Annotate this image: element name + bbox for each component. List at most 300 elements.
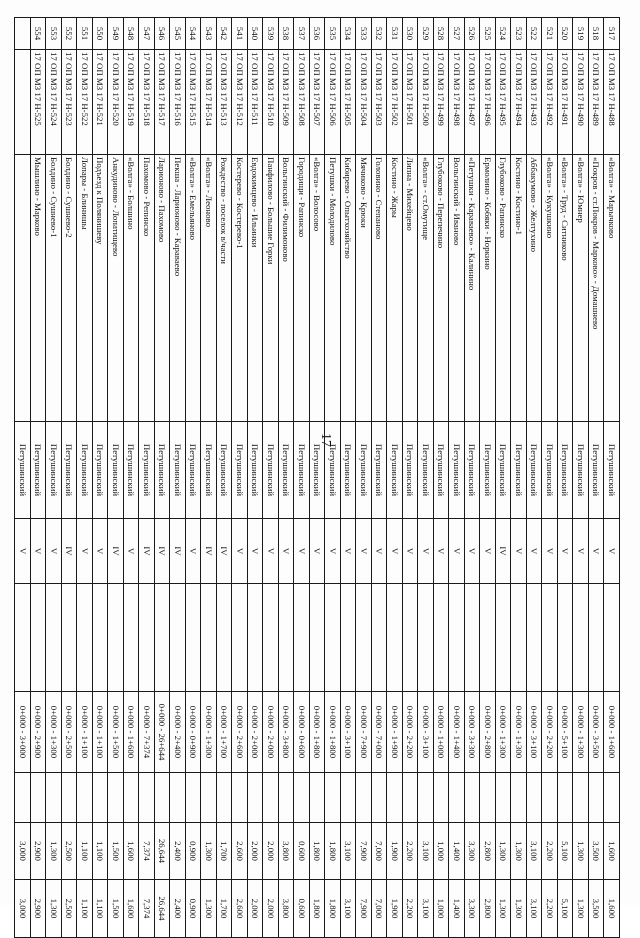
table-row	[217, 18, 233, 938]
empty-cell	[93, 773, 109, 823]
empty-cell	[387, 773, 403, 823]
empty-cell	[170, 773, 186, 823]
category-cell: IV	[155, 519, 171, 584]
category-cell: V	[46, 519, 62, 584]
row-number-cell: 540	[248, 18, 264, 50]
road-name-cell: Панфилово - Большие Горки	[263, 155, 279, 422]
km-range-cell: 0+000 - 3+100	[341, 692, 357, 773]
table-row	[496, 18, 512, 938]
empty-cell	[31, 773, 47, 823]
district-cell: Петушинский	[62, 422, 78, 519]
empty-cell	[77, 773, 93, 823]
empty-cell	[108, 773, 124, 823]
km-range-cell: 0+000 - 26+644	[155, 692, 171, 773]
empty-cell	[232, 773, 248, 823]
category-cell: V	[465, 519, 481, 584]
district-cell: Петушинский	[294, 422, 310, 519]
district-cell: Петушинский	[108, 422, 124, 519]
total-length-cell: 1,800	[325, 880, 341, 938]
district-cell: Петушинский	[263, 422, 279, 519]
empty-cell	[93, 584, 109, 692]
road-name-cell: «Покров - ст.Покров - Марково» - Домашнево	[589, 155, 605, 422]
district-cell: Петушинский	[449, 422, 465, 519]
row-number-cell: 524	[496, 18, 512, 50]
empty-cell	[434, 584, 450, 692]
total-length-cell: 1,300	[573, 880, 589, 938]
km-range-cell: 0+000 - 1+100	[77, 692, 93, 773]
km-range-cell: 0+000 - 2+200	[403, 692, 419, 773]
row-number-cell: 526	[465, 18, 481, 50]
empty-cell	[573, 773, 589, 823]
total-length-cell: 3,100	[527, 880, 543, 938]
road-name-cell: Анкудиново - Лопатищево	[108, 155, 124, 422]
km-range-cell: 0+000 - 7+000	[372, 692, 388, 773]
km-range-cell: 0+000 - 2+200	[542, 692, 558, 773]
empty-cell	[124, 584, 140, 692]
road-id-cell: 17 ОП МЗ 17 Н-504	[356, 50, 372, 155]
km-range-cell: 0+000 - 2+800	[480, 692, 496, 773]
district-cell: Петушинский	[201, 422, 217, 519]
road-name-cell: «Волга» - Юмнер	[573, 155, 589, 422]
total-length-cell: 1,300	[46, 880, 62, 938]
empty-cell	[496, 584, 512, 692]
road-name-cell: Болдино - Сушнево-1	[46, 155, 62, 422]
table-row	[46, 18, 62, 938]
length-cell: 3,100	[418, 823, 434, 880]
road-id-cell: 17 ОП МЗ 17 Н-507	[310, 50, 326, 155]
length-cell: 26,644	[155, 823, 171, 880]
table-row	[155, 18, 171, 938]
km-range-cell: 0+000 - 0+900	[186, 692, 202, 773]
table-row	[480, 18, 496, 938]
district-cell: Петушинский	[465, 422, 481, 519]
total-length-cell: 3,100	[341, 880, 357, 938]
road-id-cell: 17 ОП МЗ 17 Н-512	[232, 50, 248, 155]
length-cell: 0,900	[186, 823, 202, 880]
empty-cell	[465, 584, 481, 692]
total-length-cell: 1,500	[108, 880, 124, 938]
category-cell: V	[77, 519, 93, 584]
row-number-cell: 536	[310, 18, 326, 50]
length-cell: 1,800	[325, 823, 341, 880]
empty-cell	[325, 584, 341, 692]
category-cell: IV	[496, 519, 512, 584]
road-name-cell: «Волга» - Труд - Ситниково	[558, 155, 574, 422]
length-cell: 3,800	[279, 823, 295, 880]
district-cell: Петушинский	[542, 422, 558, 519]
table-row	[263, 18, 279, 938]
table-row	[434, 18, 450, 938]
table-row	[372, 18, 388, 938]
km-range-cell: 0+000 - 1+300	[511, 692, 527, 773]
km-range-cell: 0+000 - 2+600	[232, 692, 248, 773]
row-number-cell: 533	[356, 18, 372, 50]
length-cell: 3,300	[465, 823, 481, 880]
empty-cell	[527, 584, 543, 692]
length-cell: 1,300	[511, 823, 527, 880]
km-range-cell: 0+000 - 3+100	[418, 692, 434, 773]
empty-cell	[15, 773, 31, 823]
district-cell: Петушинский	[93, 422, 109, 519]
district-cell: Петушинский	[170, 422, 186, 519]
district-cell: Петушинский	[387, 422, 403, 519]
empty-cell	[310, 773, 326, 823]
category-cell: IV	[62, 519, 78, 584]
row-number-cell: 549	[108, 18, 124, 50]
empty-cell	[201, 773, 217, 823]
table-row	[232, 18, 248, 938]
length-cell: 1,300	[573, 823, 589, 880]
district-cell: Петушинский	[341, 422, 357, 519]
row-number-cell: 551	[77, 18, 93, 50]
category-cell: V	[480, 519, 496, 584]
category-cell: V	[372, 519, 388, 584]
category-cell: V	[294, 519, 310, 584]
category-cell: V	[186, 519, 202, 584]
row-number-cell: 517	[604, 18, 620, 50]
row-number-cell: 528	[434, 18, 450, 50]
km-range-cell: 0+000 - 0+600	[294, 692, 310, 773]
road-id-cell: 17 ОП МЗ 17 Н-491	[558, 50, 574, 155]
empty-cell	[542, 584, 558, 692]
row-number-cell: 554	[31, 18, 47, 50]
length-cell: 2,400	[170, 823, 186, 880]
district-cell: Петушинский	[589, 422, 605, 519]
length-cell: 7,374	[139, 823, 155, 880]
category-cell: V	[604, 519, 620, 584]
road-id-cell: 17 ОП МЗ 17 Н-500	[418, 50, 434, 155]
road-name-cell: Вольгинский - Филимоново	[279, 155, 295, 422]
category-cell: V	[31, 519, 47, 584]
empty-cell	[186, 773, 202, 823]
total-length-cell: 2,400	[170, 880, 186, 938]
km-range-cell: 0+000 - 1+800	[325, 692, 341, 773]
district-cell: Петушинский	[139, 422, 155, 519]
roads-table-wrapper	[18, 17, 620, 921]
empty-cell	[573, 584, 589, 692]
road-id-cell: 17 ОП МЗ 17 Н-521	[93, 50, 109, 155]
empty-cell	[341, 773, 357, 823]
row-number-cell	[15, 18, 31, 50]
district-cell: Петушинский	[604, 422, 620, 519]
length-cell: 2,200	[403, 823, 419, 880]
table-row	[356, 18, 372, 938]
category-cell: V	[325, 519, 341, 584]
length-cell: 1,000	[434, 823, 450, 880]
road-id-cell: 17 ОП МЗ 17 Н-495	[496, 50, 512, 155]
road-id-cell: 17 ОП МЗ 17 Н-515	[186, 50, 202, 155]
empty-cell	[604, 584, 620, 692]
row-number-cell: 548	[124, 18, 140, 50]
empty-cell	[310, 584, 326, 692]
length-cell: 0,600	[294, 823, 310, 880]
category-cell: V	[589, 519, 605, 584]
row-number-cell: 523	[511, 18, 527, 50]
length-cell: 3,500	[589, 823, 605, 880]
km-range-cell: 0+000 - 2+400	[170, 692, 186, 773]
road-name-cell: «Волга» - Марычково	[604, 155, 620, 422]
total-length-cell: 3,300	[465, 880, 481, 938]
table-row	[573, 18, 589, 938]
length-cell: 3,100	[341, 823, 357, 880]
km-range-cell: 0+000 - 3+800	[279, 692, 295, 773]
row-number-cell: 521	[542, 18, 558, 50]
empty-cell	[418, 773, 434, 823]
row-number-cell: 530	[403, 18, 419, 50]
district-cell: Петушинский	[325, 422, 341, 519]
district-cell: Петушинский	[279, 422, 295, 519]
road-id-cell: 17 ОП МЗ 17 Н-524	[46, 50, 62, 155]
table-row	[558, 18, 574, 938]
table-row	[325, 18, 341, 938]
empty-cell	[31, 584, 47, 692]
row-number-cell: 522	[527, 18, 543, 50]
empty-cell	[263, 773, 279, 823]
district-cell: Петушинский	[124, 422, 140, 519]
table-row	[248, 18, 264, 938]
empty-cell	[511, 773, 527, 823]
length-cell: 1,800	[310, 823, 326, 880]
district-cell: Петушинский	[31, 422, 47, 519]
road-id-cell: 17 ОП МЗ 17 Н-490	[573, 50, 589, 155]
district-cell: Петушинский	[418, 422, 434, 519]
road-name-cell: Аббакумово - Желтухино	[527, 155, 543, 422]
total-length-cell: 0,600	[294, 880, 310, 938]
table-row	[542, 18, 558, 938]
table-row	[589, 18, 605, 938]
table-row	[170, 18, 186, 938]
road-id-cell: 17 ОП МЗ 17 Н-519	[124, 50, 140, 155]
total-length-cell: 2,800	[480, 880, 496, 938]
road-name-cell: Кибирево - Опытхозяйство	[341, 155, 357, 422]
length-cell: 2,200	[542, 823, 558, 880]
row-number-cell: 541	[232, 18, 248, 50]
length-cell: 2,500	[62, 823, 78, 880]
row-number-cell: 543	[201, 18, 217, 50]
total-length-cell: 1,100	[93, 880, 109, 938]
district-cell: Петушинский	[403, 422, 419, 519]
road-id-cell: 17 ОП МЗ 17 Н-511	[248, 50, 264, 155]
road-name-cell: Пахомово - Репинско	[139, 155, 155, 422]
district-cell: Петушинский	[372, 422, 388, 519]
empty-cell	[418, 584, 434, 692]
road-id-cell: 17 ОП МЗ 17 Н-493	[527, 50, 543, 155]
road-id-cell: 17 ОП МЗ 17 Н-498	[449, 50, 465, 155]
empty-cell	[294, 584, 310, 692]
table-row	[527, 18, 543, 938]
empty-cell	[480, 773, 496, 823]
empty-cell	[124, 773, 140, 823]
row-number-cell: 537	[294, 18, 310, 50]
length-cell: 2,600	[232, 823, 248, 880]
km-range-cell: 0+000 - 1+900	[387, 692, 403, 773]
road-id-cell: 17 ОП МЗ 17 Н-499	[434, 50, 450, 155]
road-name-cell: Головино - Степаново	[372, 155, 388, 422]
length-cell: 1,600	[604, 823, 620, 880]
empty-cell	[139, 773, 155, 823]
category-cell: V	[434, 519, 450, 584]
table-row	[310, 18, 326, 938]
total-length-cell: 2,500	[62, 880, 78, 938]
table-row	[294, 18, 310, 938]
category-cell: IV	[217, 519, 233, 584]
total-length-cell: 2,000	[248, 880, 264, 938]
road-id-cell: 17 ОП МЗ 17 Н-520	[108, 50, 124, 155]
length-cell: 1,300	[201, 823, 217, 880]
km-range-cell: 0+000 - 1+500	[108, 692, 124, 773]
road-name-cell	[15, 155, 31, 422]
km-range-cell: 0+000 - 1+600	[604, 692, 620, 773]
road-id-cell: 17 ОП МЗ 17 Н-503	[372, 50, 388, 155]
length-cell: 1,700	[217, 823, 233, 880]
length-cell: 7,900	[356, 823, 372, 880]
empty-cell	[356, 773, 372, 823]
row-number-cell: 545	[170, 18, 186, 50]
km-range-cell: 0+000 - 1+300	[46, 692, 62, 773]
road-id-cell	[15, 50, 31, 155]
category-cell: IV	[170, 519, 186, 584]
length-cell: 1,900	[387, 823, 403, 880]
category-cell: V	[232, 519, 248, 584]
category-cell: V	[356, 519, 372, 584]
road-name-cell: Городищи - Рапинско	[294, 155, 310, 422]
road-name-cell: Рождество - поселок в/части	[217, 155, 233, 422]
row-number-cell: 542	[217, 18, 233, 50]
empty-cell	[77, 584, 93, 692]
empty-cell	[263, 584, 279, 692]
length-cell: 1,500	[108, 823, 124, 880]
row-number-cell: 550	[93, 18, 109, 50]
table-row	[418, 18, 434, 938]
row-number-cell: 547	[139, 18, 155, 50]
category-cell: V	[403, 519, 419, 584]
road-id-cell: 17 ОП МЗ 17 Н-516	[170, 50, 186, 155]
total-length-cell: 2,200	[403, 880, 419, 938]
road-name-cell: Липна - Михейцево	[403, 155, 419, 422]
total-length-cell: 1,700	[217, 880, 233, 938]
road-id-cell: 17 ОП МЗ 17 Н-522	[77, 50, 93, 155]
road-id-cell: 17 ОП МЗ 17 Н-497	[465, 50, 481, 155]
road-id-cell: 17 ОП МЗ 17 Н-501	[403, 50, 419, 155]
road-name-cell: Глубоково - Рапинско	[496, 155, 512, 422]
empty-cell	[62, 584, 78, 692]
empty-cell	[186, 584, 202, 692]
empty-cell	[201, 584, 217, 692]
category-cell: V	[124, 519, 140, 584]
district-cell: Петушинский	[15, 422, 31, 519]
row-number-cell: 532	[372, 18, 388, 50]
empty-cell	[465, 773, 481, 823]
table-row	[465, 18, 481, 938]
empty-cell	[294, 773, 310, 823]
row-number-cell: 546	[155, 18, 171, 50]
category-cell: V	[573, 519, 589, 584]
table-row	[77, 18, 93, 938]
total-length-cell: 26,644	[155, 880, 171, 938]
empty-cell	[403, 773, 419, 823]
total-length-cell: 7,374	[139, 880, 155, 938]
road-name-cell: «Волга» - Емельяново	[186, 155, 202, 422]
table-row	[124, 18, 140, 938]
total-length-cell: 1,100	[77, 880, 93, 938]
road-name-cell: «Волга» - ст.Омутище	[418, 155, 434, 422]
total-length-cell: 1,300	[201, 880, 217, 938]
empty-cell	[434, 773, 450, 823]
road-id-cell: 17 ОП МЗ 17 Н-509	[279, 50, 295, 155]
category-cell: IV	[108, 519, 124, 584]
empty-cell	[542, 773, 558, 823]
road-id-cell: 17 ОП МЗ 17 Н-514	[201, 50, 217, 155]
table-row	[387, 18, 403, 938]
road-id-cell: 17 ОП МЗ 17 Н-494	[511, 50, 527, 155]
row-number-cell: 527	[449, 18, 465, 50]
road-id-cell: 17 ОП МЗ 17 Н-505	[341, 50, 357, 155]
empty-cell	[139, 584, 155, 692]
empty-cell	[170, 584, 186, 692]
empty-cell	[372, 584, 388, 692]
road-name-cell: Костерево - Костерево-1	[232, 155, 248, 422]
page-number: 17	[318, 433, 333, 447]
category-cell: V	[15, 519, 31, 584]
empty-cell	[589, 773, 605, 823]
table-row	[93, 18, 109, 938]
total-length-cell: 3,800	[279, 880, 295, 938]
category-cell: V	[310, 519, 326, 584]
road-name-cell: Ларионово - Пахомово	[155, 155, 171, 422]
length-cell: 3,100	[527, 823, 543, 880]
category-cell: V	[418, 519, 434, 584]
road-name-cell: «Петушки - Караваево» - Калинино	[465, 155, 481, 422]
table-row	[511, 18, 527, 938]
empty-cell	[449, 584, 465, 692]
district-cell: Петушинский	[232, 422, 248, 519]
empty-cell	[155, 773, 171, 823]
road-id-cell: 17 ОП МЗ 17 Н-506	[325, 50, 341, 155]
district-cell: Петушинский	[496, 422, 512, 519]
empty-cell	[604, 773, 620, 823]
table-row	[604, 18, 620, 938]
length-cell: 2,900	[31, 823, 47, 880]
row-number-cell: 529	[418, 18, 434, 50]
empty-cell	[248, 773, 264, 823]
total-length-cell: 7,000	[372, 880, 388, 938]
row-number-cell: 552	[62, 18, 78, 50]
total-length-cell: 2,200	[542, 880, 558, 938]
km-range-cell: 0+000 - 2+900	[31, 692, 47, 773]
length-cell: 3,000	[15, 823, 31, 880]
district-cell: Петушинский	[527, 422, 543, 519]
district-cell: Петушинский	[155, 422, 171, 519]
total-length-cell: 7,900	[356, 880, 372, 938]
road-name-cell: Ермолино - Кобяки - Норкино	[480, 155, 496, 422]
empty-cell	[511, 584, 527, 692]
road-id-cell: 17 ОП МЗ 17 Н-508	[294, 50, 310, 155]
length-cell: 1,100	[77, 823, 93, 880]
empty-cell	[325, 773, 341, 823]
category-cell: V	[449, 519, 465, 584]
road-name-cell: Лопары - Блинишы	[77, 155, 93, 422]
category-cell: V	[263, 519, 279, 584]
table-row	[279, 18, 295, 938]
district-cell: Петушинский	[248, 422, 264, 519]
row-number-cell: 544	[186, 18, 202, 50]
km-range-cell: 0+000 - 5+100	[558, 692, 574, 773]
row-number-cell: 534	[341, 18, 357, 50]
empty-cell	[62, 773, 78, 823]
table-row	[62, 18, 78, 938]
category-cell: V	[279, 519, 295, 584]
empty-cell	[558, 584, 574, 692]
